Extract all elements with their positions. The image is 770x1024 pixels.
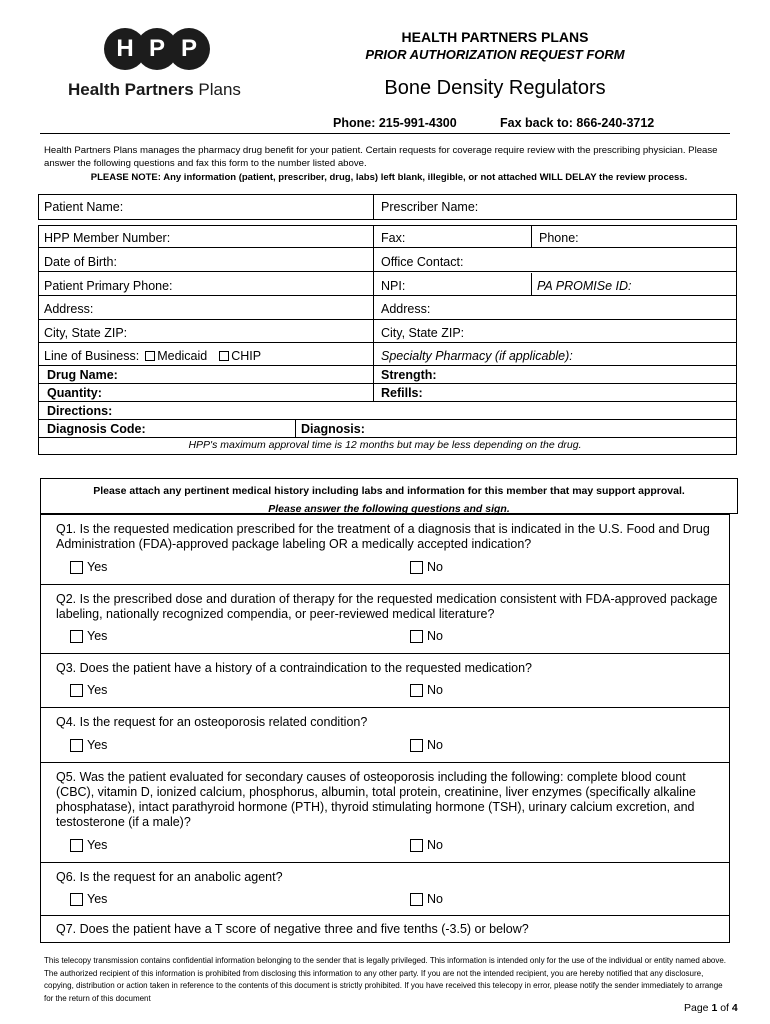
q-divider (40, 762, 730, 763)
q4-yes-label: Yes (87, 738, 108, 752)
q4-no-checkbox[interactable] (410, 739, 423, 752)
phone-number: Phone: 215-991-4300 (333, 116, 457, 130)
strength-field[interactable]: Strength: (381, 368, 437, 382)
header-rule (40, 133, 730, 134)
row-line (38, 295, 737, 296)
row-line (38, 365, 737, 366)
q-divider (40, 584, 730, 585)
q1-no-label: No (427, 560, 443, 574)
chip-label: CHIP (231, 349, 262, 363)
form-title: PRIOR AUTHORIZATION REQUEST FORM (365, 47, 625, 62)
row-line (38, 437, 737, 438)
answer-instructions: Please answer the following questions and sign. (268, 503, 510, 515)
fax-number: Fax back to: 866-240-3712 (500, 116, 655, 130)
row-line (38, 401, 737, 402)
page-indicator (684, 1002, 738, 1014)
q4-yes-checkbox[interactable] (70, 739, 83, 752)
prescriber-phone-field[interactable]: Phone: (539, 231, 579, 245)
medicaid-checkbox[interactable] (145, 351, 155, 361)
prescriber-city-field[interactable]: City, State ZIP: (381, 326, 465, 340)
question-7: Q7. Does the patient have a T score of negative three and five tenths (-3.5) or below? (56, 922, 529, 936)
logo-letter-p2: P (168, 28, 210, 70)
q-divider (40, 707, 730, 708)
dob-field[interactable]: Date of Birth: (44, 255, 117, 269)
brand-light: Plans (198, 80, 241, 99)
intro-text: Health Partners Plans manages the pharmacy drug benefit for your patient. Certain requests for coverage require review with the prescribing physician. Please answer the following questions and fax this form to the number listed above. (44, 145, 718, 169)
refills-field[interactable]: Refills: (381, 386, 423, 400)
line-of-business (44, 349, 261, 363)
office-contact-field[interactable]: Office Contact: (381, 255, 464, 269)
diagnosis-divider (295, 419, 296, 437)
q3-no-checkbox[interactable] (410, 684, 423, 697)
drug-name-field[interactable]: Drug Name: (47, 368, 118, 382)
quantity-field[interactable]: Quantity: (47, 386, 102, 400)
medicaid-label: Medicaid (157, 349, 208, 363)
confidentiality-notice: This telecopy transmission contains confidential information belonging to the sender that is legally privileged. This information is intended only for the use of the individual or entity named above. The authorized recipient of this information is prohibited from disclosing this information to any other party. If you are not the intended recipient, you are hereby notified that any disclosure, copying, distribution or action taken in reference to the contents of this document is strictly prohibited. If you have received this telecopy in error, please notify the sender immediately to arrange for the return of this document (44, 956, 727, 1003)
diagnosis-code-field[interactable]: Diagnosis Code: (47, 422, 146, 436)
hpp-logo (104, 28, 210, 72)
q5-yes-checkbox[interactable] (70, 839, 83, 852)
q2-no-checkbox[interactable] (410, 630, 423, 643)
npi-divider (531, 273, 532, 295)
directions-field[interactable]: Directions: (47, 404, 113, 418)
chip-checkbox[interactable] (219, 351, 229, 361)
row-line (38, 271, 737, 272)
drug-class-title: Bone Density Regulators (384, 77, 606, 99)
q6-no-label: No (427, 892, 443, 906)
q1-no-checkbox[interactable] (410, 561, 423, 574)
diagnosis-field[interactable]: Diagnosis: (301, 422, 365, 436)
q-divider (40, 862, 730, 863)
q3-yes-checkbox[interactable] (70, 684, 83, 697)
q2-yes-label: Yes (87, 629, 108, 643)
row-line (38, 247, 737, 248)
fax-phone-divider (531, 225, 532, 247)
logo-letter-p1: P (136, 28, 178, 70)
npi-field[interactable]: NPI: (381, 279, 406, 293)
name-row-divider (373, 194, 374, 220)
member-number-field[interactable]: HPP Member Number: (44, 231, 171, 245)
patient-name-field[interactable]: Patient Name: (44, 200, 124, 214)
page-word: Page (684, 1002, 709, 1014)
question-1: Q1. Is the requested medication prescribed for the treatment of a diagnosis that is indicated in the U.S. Food and Drug Administration (FDA)-approved package labeling OR a medically accepted indication? (56, 522, 710, 551)
specialty-pharmacy-field[interactable]: Specialty Pharmacy (if applicable): (381, 349, 573, 363)
question-5: Q5. Was the patient evaluated for secondary causes of osteoporosis including the following: complete blood count (CBC), vitamin D, ionized calcium, phosphorus, albumin, total protein, creatinine, liver enzymes (specifically alkaline phosphatase), intact parathyroid hormone (PTH), thyroid stimulating hormone (TSH), urinary calcium excretion, and testosterone (if a male)? (56, 770, 696, 829)
q5-no-checkbox[interactable] (410, 839, 423, 852)
page-total: 4 (731, 1002, 738, 1014)
of-word: of (720, 1002, 729, 1014)
brand-name (68, 80, 241, 100)
q5-yes-label: Yes (87, 838, 108, 852)
q-divider (40, 915, 730, 916)
attach-note: Please attach any pertinent medical history including labs and information for this member that may support approval. (93, 485, 685, 497)
org-name: HEALTH PARTNERS PLANS (401, 29, 589, 45)
patient-address-field[interactable]: Address: (44, 302, 94, 316)
q-divider (40, 653, 730, 654)
patient-city-field[interactable]: City, State ZIP: (44, 326, 128, 340)
question-4: Q4. Is the request for an osteoporosis related condition? (56, 715, 368, 729)
question-2: Q2. Is the prescribed dose and duration of therapy for the requested medication consistent with FDA-approved package labeling, nationally recognized compendia, or peer-reviewed medical literature? (56, 592, 718, 621)
row-line (38, 342, 737, 343)
logo-letter-h: H (104, 28, 146, 70)
brand-strong: Health Partners (68, 80, 194, 99)
q1-yes-checkbox[interactable] (70, 561, 83, 574)
page-number: 1 (711, 1002, 718, 1014)
lob-label: Line of Business: (44, 349, 140, 363)
please-note: PLEASE NOTE: Any information (patient, prescriber, drug, labs) left blank, illegible, or not attached WILL DELAY the review process. (90, 172, 688, 183)
drug-divider (373, 365, 374, 401)
q3-yes-label: Yes (87, 683, 108, 697)
question-3: Q3. Does the patient have a history of a contraindication to the requested medication? (56, 661, 532, 675)
q2-yes-checkbox[interactable] (70, 630, 83, 643)
row-line (38, 419, 737, 420)
q6-no-checkbox[interactable] (410, 893, 423, 906)
q3-no-label: No (427, 683, 443, 697)
approval-note: HPP's maximum approval time is 12 months but may be less depending on the drug. (188, 439, 582, 451)
q1-yes-label: Yes (87, 560, 108, 574)
prescriber-address-field[interactable]: Address: (381, 302, 431, 316)
pa-promise-field[interactable]: PA PROMISe ID: (537, 279, 632, 293)
question-6: Q6. Is the request for an anabolic agent? (56, 870, 283, 884)
patient-phone-field[interactable]: Patient Primary Phone: (44, 279, 173, 293)
q5-no-label: No (427, 838, 443, 852)
prescriber-name-field[interactable]: Prescriber Name: (381, 200, 479, 214)
row-line (38, 383, 737, 384)
q6-yes-checkbox[interactable] (70, 893, 83, 906)
attach-history-box (40, 478, 738, 514)
prescriber-fax-field[interactable]: Fax: (381, 231, 406, 245)
q6-yes-label: Yes (87, 892, 108, 906)
row-line (38, 319, 737, 320)
q2-no-label: No (427, 629, 443, 643)
q4-no-label: No (427, 738, 443, 752)
